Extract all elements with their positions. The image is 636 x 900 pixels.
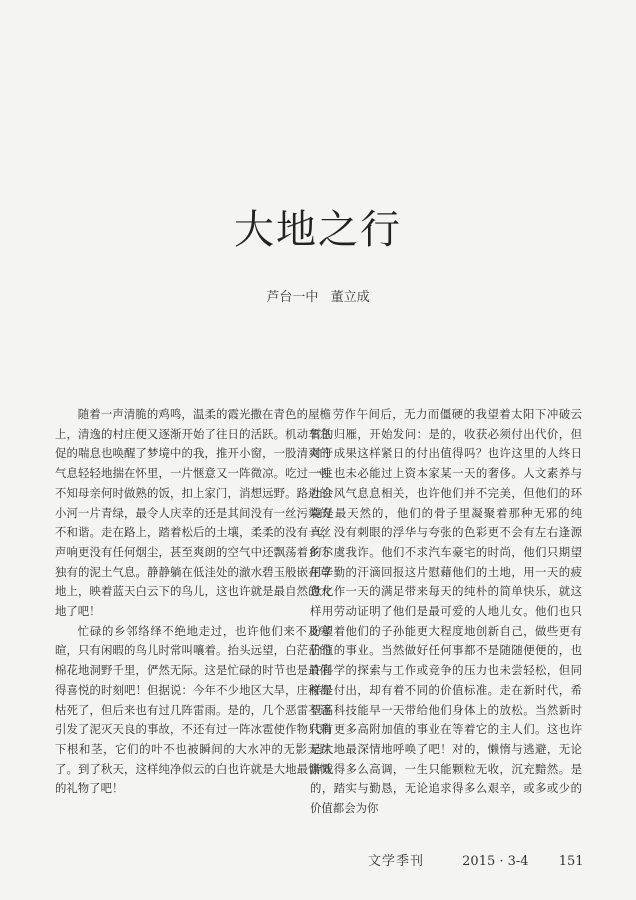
body-column-left [55,405,331,799]
body-paragraph: 忙碌的乡邻络绎不绝地走过，也许他们来不及寒暄，只有闲暇的鸟儿时常叫嚷着。抬头远望，白茫茫的棉花地洞野千里，俨然无际。这是忙碌的时节也是最值得喜悦的时刻吧！但据说：今年不少地区大旱，庄稼都枯死了，但后来也有过几阵雷雨。是的，几个恶雷不逐引发了泥灭天良的事故，不还有过一阵冰雹使作物只剩下根和茎，它们的叶不也被瞬间的大水冲的无影无踪了。到了秋天，这样纯净似云的白也许就是大地最慷慨的礼物了吧！ [55,623,331,796]
body-paragraph: 随着一声清脆的鸡鸣，温柔的霞光撒在青色的屋檐上，清逸的村庄便又逐渐开始了往日的活跃。机动车急促的喘息也唤醒了梦境中的我，推开小窗，一股清爽的气息轻轻地揣在怀里，一片惬意又一阵微凉。吃过一顿不知母亲何时做熟的饭，扣上家门，消想远野。路边的小河一片青绿，最令人庆幸的还是其间没有一丝污染的不和谐。走在路上，踏着松后的土壤，柔柔的没有一丝声响更没有任何烟尘，甚至爽朗的空气中还飘荡着乡下独有的泥土气息。静静躺在低洼处的澈水碧玉般嵌在草地上，映着蓝天白云下的鸟儿，这也许就是最自然的大地了吧！ [55,407,331,619]
author-name: 董立成 [330,290,370,305]
body-column-right [310,405,582,819]
page-number: 151 [558,854,584,869]
journal-name: 文学季刊 [368,854,425,869]
page-footer [368,850,584,869]
author-school: 芦台一中 [266,290,319,305]
body-paragraph: 劳作午间后，无力而僵硬的我望着太阳下冲破云霄的归雁，开始发问：是的，收获必须付出代价，但对于成果这样紧日的付出值得吗？也许这里的人终日一生也未必能过上资本家某一天的奢侈。人文素养与社会风气息息相关，也许他们并不完美，但他们的环境是最天然的，他们的骨子里凝聚着那种无邪的纯真，没有刺眼的浮华与夸张的色彩更不会有左右逢源的尔虞我诈。他们不求汽车豪宅的时尚，他们只期望用辛勤的汗滴回报这片慰藉他们的土地，用一天的疲惫化作一天的满足带来每天的纯朴的简单快乐，就这样用劳动证明了他们是最可爱的人地儿女。他们也只盼望着他们的子孙能更大程度地创新自己，做些更有价值的事业。当然做好任何事都不是随随便便的，也许科学的探索与工作或竞争的压力也未尝轻松，但同样是付出，却有着不同的价值标准。走在新时代，希望高科技能早一天带给他们身体上的放松。当然新时代有更多高附加值的事业在等着它的主人们。这也许是大地最深情地呼唤了吧！对的，懒惰与逃避，无论游戏得多么高调，一生只能颗粒无收，沉充黯然。是的，踏实与勤恳，无论追求得多么艰辛，或多或少的价值都会为你 [310,407,582,816]
article-title: 大地之行 [234,207,402,253]
issue-number: 2015 · 3-4 [462,854,529,869]
byline [0,286,636,305]
